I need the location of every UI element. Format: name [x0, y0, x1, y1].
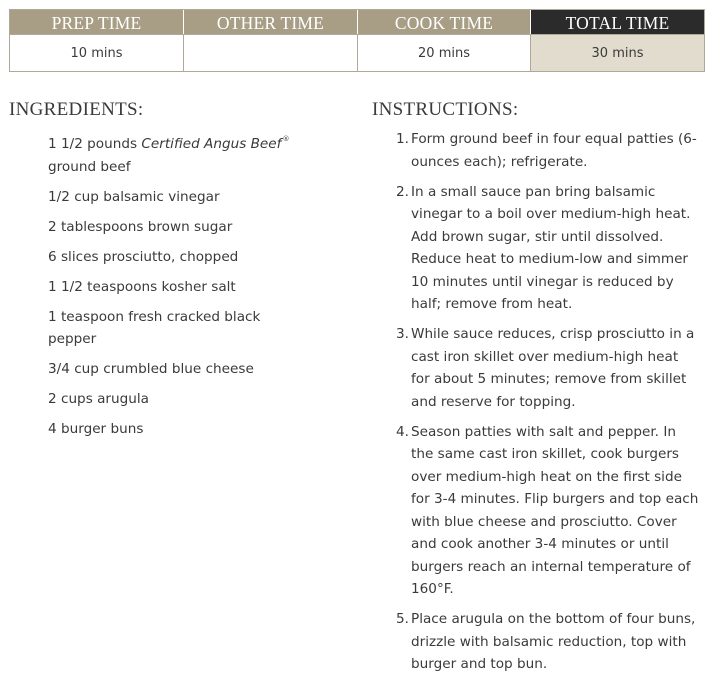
- other-time-value: [183, 34, 357, 71]
- ingredient-item: 1 1/2 teaspoons kosher salt: [48, 278, 236, 295]
- step-text: Form ground beef in four equal patties (6-ounces each); refrigerate.: [411, 131, 697, 170]
- step-text: In a small sauce pan bring balsamic vinegar to a boil over medium-high heat. Add brown sugar, stir until dissolved. Reduce heat to medium-low and simmer 10 minutes until vinegar is reduced by half; remove from heat.: [411, 183, 691, 312]
- instructions-list: [372, 128, 700, 683]
- ingredient-amount: 1 1/2 pounds: [48, 136, 142, 152]
- ingredient-name: ground beef: [48, 158, 131, 175]
- step-number: 5.: [396, 611, 409, 627]
- instruction-step: [372, 323, 700, 413]
- instruction-step: [372, 181, 700, 316]
- ingredient-item: 3/4 cup crumbled blue cheese: [48, 361, 254, 377]
- total-time-value: 30 mins: [530, 34, 704, 71]
- cook-time-header: COOK TIME: [357, 10, 530, 34]
- ingredient-item: 6 slices prosciutto, chopped: [48, 248, 239, 265]
- step-number: 4.: [396, 423, 409, 440]
- brand-name: Certified Angus Beef: [141, 136, 282, 152]
- step-text: Place arugula on the bottom of four buns, drizzle with balsamic reduction, top with burger and top bun.: [411, 611, 696, 672]
- instruction-step: [372, 608, 700, 676]
- step-number: 3.: [396, 326, 409, 342]
- step-text: While sauce reduces, crisp prosciutto in a cast iron skillet over medium-high heat for about 5 minutes; remove from skillet and reserve for topping.: [411, 326, 695, 410]
- instruction-step: [372, 421, 700, 601]
- step-text: Season patties with salt and pepper. In the same cast iron skillet, cook burgers over medium-high heat on the first side for 3-4 minutes. Flip burgers and top each with blue cheese and prosciutto. Cover and cook another 3-4 minutes or until burgers reach an internal temperature of 160°F.: [411, 423, 699, 597]
- ingredients-heading: INGREDIENTS:: [9, 99, 144, 120]
- ingredient-item: 4 burger buns: [48, 421, 144, 437]
- recipe-times-table: [9, 9, 705, 72]
- prep-time-header: PREP TIME: [10, 10, 183, 34]
- ingredient-item: 1 teaspoon fresh cracked black pepper: [48, 308, 261, 347]
- other-time-header: OTHER TIME: [183, 10, 357, 34]
- total-time-header: TOTAL TIME: [530, 10, 704, 34]
- instruction-step: [372, 128, 700, 173]
- ingredient-item: 1/2 cup balsamic vinegar: [48, 188, 220, 205]
- ingredient-item: [48, 128, 298, 178]
- ingredient-item: 2 cups arugula: [48, 391, 149, 407]
- instructions-heading: INSTRUCTIONS:: [372, 99, 519, 120]
- registered-mark: ®: [282, 135, 290, 143]
- prep-time-value: 10 mins: [10, 34, 183, 71]
- ingredients-list: [48, 128, 298, 448]
- step-number: 1.: [396, 131, 409, 147]
- ingredient-item: 2 tablespoons brown sugar: [48, 218, 233, 235]
- cook-time-value: 20 mins: [357, 34, 530, 71]
- step-number: 2.: [396, 183, 409, 200]
